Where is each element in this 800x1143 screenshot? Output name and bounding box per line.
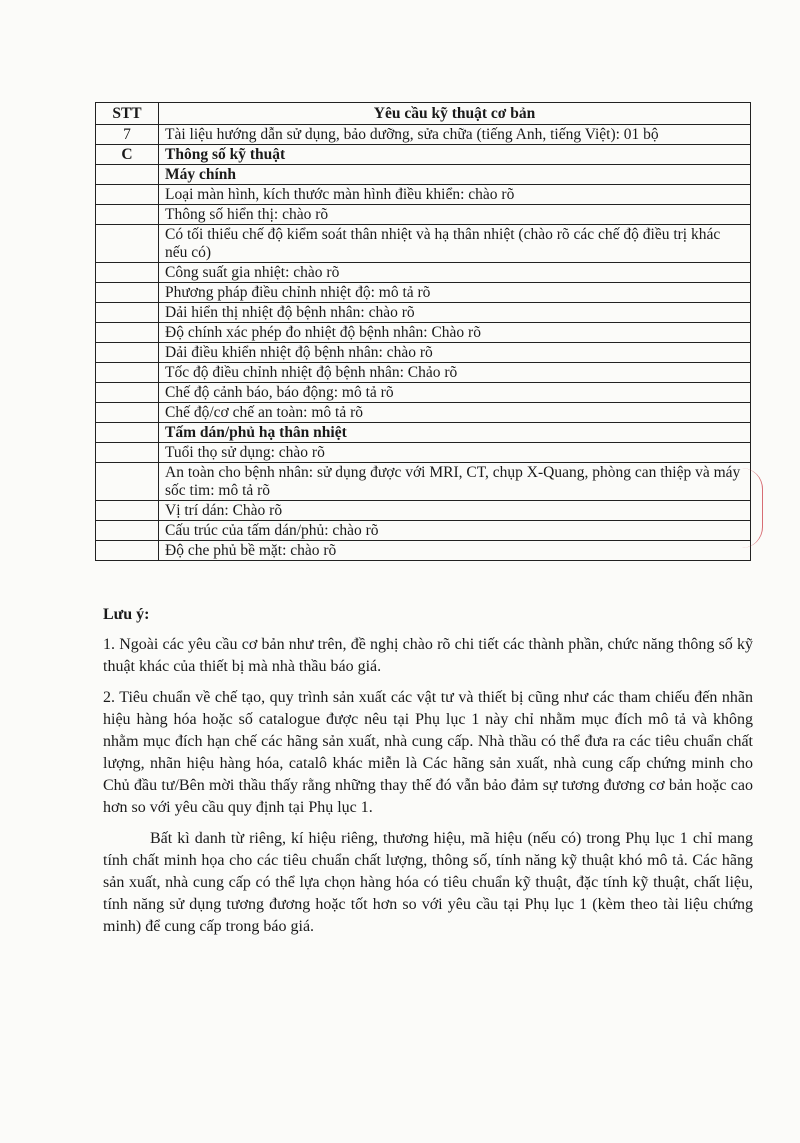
row-stt — [96, 343, 159, 363]
table-row — [96, 383, 751, 403]
table-row — [96, 283, 751, 303]
table-row — [96, 501, 751, 521]
row-requirement: Tốc độ điều chỉnh nhiệt độ bệnh nhân: Chảo rõ — [159, 363, 751, 383]
note-paragraph-2: 2. Tiêu chuẩn về chế tạo, quy trình sản xuất các vật tư và thiết bị cũng như các tham chiếu đến nhãn hiệu hàng hóa hoặc số catalogue được nêu tại Phụ lục 1 này chỉ nhằm mục đích mô tả và không nhằm mục đích hạn chế các hãng sản xuất, nhà cung cấp. Nhà thầu có thể đưa ra các tiêu chuẩn chất lượng, nhãn hiệu hàng hóa, catalô khác miễn là Các hãng sản xuất, nhà cung cấp chứng minh cho Chủ đầu tư/Bên mời thầu thấy rằng những thay thế đó vẫn bảo đảm sự tương đương cơ bản hoặc cao hơn so với yêu cầu quy định tại Phụ lục 1. — [103, 689, 753, 816]
table-row — [96, 443, 751, 463]
row-stt: 7 — [96, 125, 159, 145]
row-stt — [96, 423, 159, 443]
row-stt — [96, 363, 159, 383]
table-row — [96, 363, 751, 383]
row-requirement: Công suất gia nhiệt: chào rõ — [159, 263, 751, 283]
row-stt: C — [96, 145, 159, 165]
table-row — [96, 541, 751, 561]
requirements-table — [95, 102, 751, 561]
row-requirement: Tài liệu hướng dẫn sử dụng, bảo dưỡng, sửa chữa (tiếng Anh, tiếng Việt): 01 bộ — [159, 125, 751, 145]
row-stt — [96, 501, 159, 521]
row-requirement: Dải điều khiển nhiệt độ bệnh nhân: chào rõ — [159, 343, 751, 363]
row-stt — [96, 185, 159, 205]
table-row — [96, 323, 751, 343]
row-stt — [96, 263, 159, 283]
table-row — [96, 403, 751, 423]
row-stt — [96, 383, 159, 403]
row-requirement: Tấm dán/phủ hạ thân nhiệt — [159, 423, 751, 443]
table-row — [96, 125, 751, 145]
table-row — [96, 303, 751, 323]
table-header-row — [96, 103, 751, 125]
row-requirement: Chế độ/cơ chế an toàn: mô tả rõ — [159, 403, 751, 423]
row-requirement: Phương pháp điều chỉnh nhiệt độ: mô tả rõ — [159, 283, 751, 303]
table-row — [96, 343, 751, 363]
row-stt — [96, 521, 159, 541]
table-row — [96, 263, 751, 283]
row-stt — [96, 303, 159, 323]
table-row — [96, 185, 751, 205]
row-requirement: An toàn cho bệnh nhân: sử dụng được với MRI, CT, chụp X-Quang, phòng can thiệp và máy sốc tim: mô tả rõ — [159, 463, 751, 501]
table-body — [96, 125, 751, 561]
row-stt — [96, 283, 159, 303]
row-stt — [96, 205, 159, 225]
table-row — [96, 145, 751, 165]
stamp-mark — [742, 468, 763, 548]
header-requirement: Yêu cầu kỹ thuật cơ bản — [159, 103, 751, 125]
notes-title: Lưu ý: — [103, 606, 150, 623]
note-paragraph-3: Bất kì danh từ riêng, kí hiệu riêng, thương hiệu, mã hiệu (nếu có) trong Phụ lục 1 chỉ mang tính chất minh họa cho các tiêu chuẩn chất lượng, thông số, tính năng kỹ thuật khó mô tả. Các hãng sản xuất, nhà cung cấp có thể lựa chọn hàng hóa có tiêu chuẩn kỹ thuật, đặc tính kỹ thuật, chất liệu, tính năng sử dụng tương đương hoặc tốt hơn so với yêu cầu tại Phụ lục 1 (kèm theo tài liệu chứng minh) để cung cấp trong báo giá. — [103, 830, 753, 935]
row-requirement: Độ che phủ bề mặt: chào rõ — [159, 541, 751, 561]
row-requirement: Chế độ cảnh báo, báo động: mô tả rõ — [159, 383, 751, 403]
note-paragraph-1: 1. Ngoài các yêu cầu cơ bản như trên, đề nghị chào rõ chi tiết các thành phần, chức năng thông số kỹ thuật khác của thiết bị mà nhà thầu báo giá. — [103, 636, 753, 675]
table-row — [96, 521, 751, 541]
table-row — [96, 225, 751, 263]
row-stt — [96, 541, 159, 561]
row-stt — [96, 403, 159, 423]
row-requirement: Độ chính xác phép đo nhiệt độ bệnh nhân: Chào rõ — [159, 323, 751, 343]
header-stt: STT — [96, 103, 159, 125]
row-stt — [96, 443, 159, 463]
table-row — [96, 463, 751, 501]
row-requirement: Máy chính — [159, 165, 751, 185]
row-stt — [96, 225, 159, 263]
table-row — [96, 423, 751, 443]
row-stt — [96, 165, 159, 185]
table-row — [96, 205, 751, 225]
row-requirement: Tuổi thọ sử dụng: chào rõ — [159, 443, 751, 463]
notes-section — [103, 604, 753, 947]
row-stt — [96, 463, 159, 501]
row-requirement: Cấu trúc của tấm dán/phủ: chào rõ — [159, 521, 751, 541]
row-requirement: Dải hiển thị nhiệt độ bệnh nhân: chào rõ — [159, 303, 751, 323]
row-stt — [96, 323, 159, 343]
row-requirement: Vị trí dán: Chào rõ — [159, 501, 751, 521]
row-requirement: Thông số hiển thị: chào rõ — [159, 205, 751, 225]
table-row — [96, 165, 751, 185]
row-requirement: Loại màn hình, kích thước màn hình điều khiển: chào rõ — [159, 185, 751, 205]
row-requirement: Thông số kỹ thuật — [159, 145, 751, 165]
row-requirement: Có tối thiểu chế độ kiểm soát thân nhiệt và hạ thân nhiệt (chào rõ các chế độ điều trị khác nếu có) — [159, 225, 751, 263]
